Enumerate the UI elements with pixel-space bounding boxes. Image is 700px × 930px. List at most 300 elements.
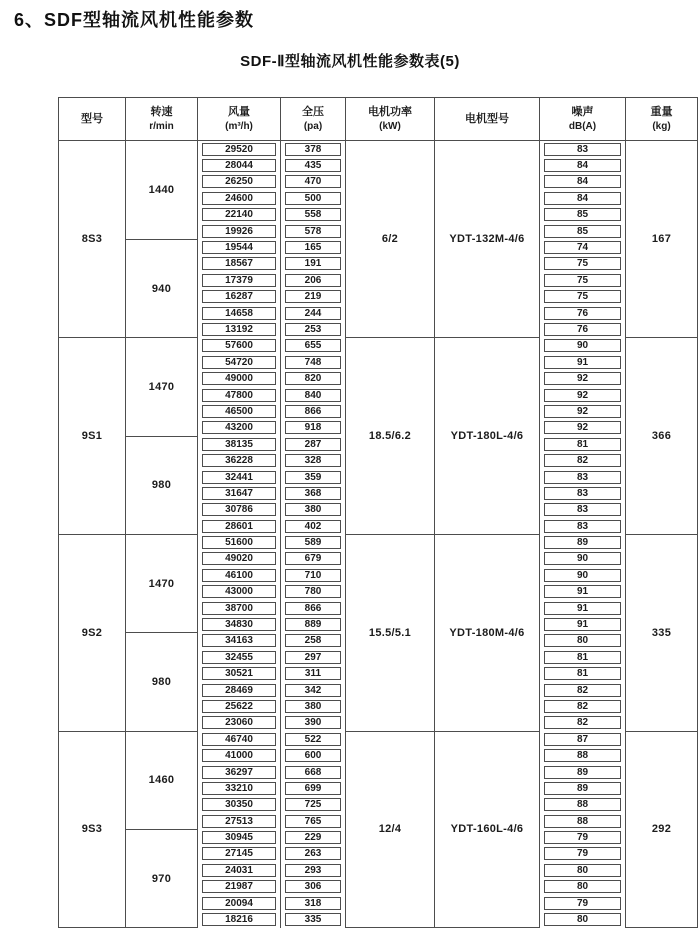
pressure-cell <box>281 813 346 829</box>
pressure-cell <box>281 354 346 370</box>
motor-cell: YDT-160L-4/6 <box>435 731 540 928</box>
pressure-value: 765 <box>285 815 341 828</box>
noise-cell <box>540 879 626 895</box>
noise-value: 80 <box>544 864 621 877</box>
pressure-cell <box>281 403 346 419</box>
table-row <box>59 141 698 158</box>
flow-cell <box>198 911 281 927</box>
flow-cell <box>198 207 281 223</box>
speed-cell: 1460 <box>126 731 198 829</box>
pressure-cell <box>281 141 346 158</box>
noise-value: 83 <box>544 487 621 500</box>
flow-cell <box>198 747 281 763</box>
pressure-value: 368 <box>285 487 341 500</box>
noise-cell <box>540 452 626 468</box>
pressure-value: 699 <box>285 782 341 795</box>
noise-cell <box>540 207 626 223</box>
col-header-model <box>59 98 126 141</box>
pressure-cell <box>281 747 346 763</box>
pressure-value: 390 <box>285 716 341 729</box>
noise-cell <box>540 141 626 158</box>
noise-cell <box>540 600 626 616</box>
flow-value: 19926 <box>202 225 276 238</box>
flow-cell <box>198 190 281 206</box>
col-header-unit: (m³/h) <box>225 120 253 132</box>
pressure-value: 470 <box>285 175 341 188</box>
flow-value: 49020 <box>202 552 276 565</box>
noise-cell <box>540 862 626 878</box>
flow-cell <box>198 239 281 255</box>
flow-cell <box>198 256 281 272</box>
model-cell: 9S1 <box>59 338 126 535</box>
pressure-value: 780 <box>285 585 341 598</box>
pressure-cell <box>281 223 346 239</box>
pressure-value: 263 <box>285 847 341 860</box>
flow-value: 57600 <box>202 339 276 352</box>
pressure-cell <box>281 584 346 600</box>
noise-cell <box>540 682 626 698</box>
motor-cell: YDT-180M-4/6 <box>435 534 540 731</box>
noise-value: 90 <box>544 339 621 352</box>
flow-cell <box>198 534 281 550</box>
pressure-value: 253 <box>285 323 341 336</box>
power-cell: 15.5/5.1 <box>346 534 435 731</box>
noise-cell <box>540 813 626 829</box>
pressure-cell <box>281 452 346 468</box>
pressure-cell <box>281 666 346 682</box>
pressure-value: 558 <box>285 208 341 221</box>
flow-value: 49000 <box>202 372 276 385</box>
noise-value: 92 <box>544 405 621 418</box>
noise-value: 83 <box>544 520 621 533</box>
pressure-cell <box>281 387 346 403</box>
noise-value: 91 <box>544 618 621 631</box>
noise-value: 83 <box>544 471 621 484</box>
flow-cell <box>198 289 281 305</box>
col-header-speed <box>126 98 198 141</box>
pressure-cell <box>281 895 346 911</box>
col-header-unit: r/min <box>149 120 174 132</box>
flow-value: 25622 <box>202 700 276 713</box>
col-header-unit: (kg) <box>652 120 671 132</box>
pressure-cell <box>281 649 346 665</box>
noise-value: 84 <box>544 159 621 172</box>
noise-cell <box>540 436 626 452</box>
flow-value: 34163 <box>202 634 276 647</box>
flow-cell <box>198 141 281 158</box>
noise-cell <box>540 731 626 747</box>
pressure-value: 578 <box>285 225 341 238</box>
noise-value: 91 <box>544 585 621 598</box>
noise-value: 81 <box>544 651 621 664</box>
pressure-cell <box>281 911 346 927</box>
noise-value: 85 <box>544 208 621 221</box>
flow-value: 27145 <box>202 847 276 860</box>
flow-cell <box>198 600 281 616</box>
pressure-cell <box>281 567 346 583</box>
pressure-value: 380 <box>285 700 341 713</box>
pressure-cell <box>281 731 346 747</box>
noise-cell <box>540 633 626 649</box>
flow-cell <box>198 846 281 862</box>
col-header-label: 电机型号 <box>465 112 509 125</box>
col-header-unit: (kW) <box>379 120 401 132</box>
noise-value: 75 <box>544 290 621 303</box>
flow-value: 20094 <box>202 897 276 910</box>
noise-cell <box>540 387 626 403</box>
pressure-cell <box>281 370 346 386</box>
flow-value: 51600 <box>202 536 276 549</box>
noise-cell <box>540 420 626 436</box>
pressure-value: 244 <box>285 307 341 320</box>
noise-cell <box>540 649 626 665</box>
pressure-value: 229 <box>285 831 341 844</box>
pressure-cell <box>281 190 346 206</box>
page-title: 6、SDF型轴流风机性能参数 <box>14 10 255 30</box>
noise-value: 91 <box>544 356 621 369</box>
flow-cell <box>198 862 281 878</box>
noise-value: 89 <box>544 782 621 795</box>
weight-cell: 167 <box>626 141 698 338</box>
noise-cell <box>540 747 626 763</box>
pressure-cell <box>281 207 346 223</box>
pressure-cell <box>281 469 346 485</box>
col-header-pressure <box>281 98 346 141</box>
flow-cell <box>198 305 281 321</box>
noise-value: 91 <box>544 602 621 615</box>
pressure-cell <box>281 698 346 714</box>
table-title: SDF-Ⅱ型轴流风机性能参数表(5) <box>240 53 460 70</box>
noise-cell <box>540 354 626 370</box>
pressure-cell <box>281 338 346 354</box>
pressure-value: 311 <box>285 667 341 680</box>
noise-value: 82 <box>544 716 621 729</box>
flow-value: 30786 <box>202 503 276 516</box>
flow-value: 32441 <box>202 471 276 484</box>
col-header-label: 重量 <box>650 105 673 118</box>
pressure-cell <box>281 600 346 616</box>
speed-cell: 1470 <box>126 338 198 436</box>
flow-cell <box>198 649 281 665</box>
flow-value: 19544 <box>202 241 276 254</box>
pressure-cell <box>281 518 346 534</box>
noise-value: 84 <box>544 175 621 188</box>
flow-value: 43200 <box>202 421 276 434</box>
flow-value: 54720 <box>202 356 276 369</box>
pressure-cell <box>281 862 346 878</box>
col-header-weight <box>626 98 698 141</box>
pressure-value: 380 <box>285 503 341 516</box>
pressure-value: 258 <box>285 634 341 647</box>
noise-value: 76 <box>544 323 621 336</box>
flow-value: 16287 <box>202 290 276 303</box>
noise-value: 75 <box>544 274 621 287</box>
pressure-value: 820 <box>285 372 341 385</box>
noise-cell <box>540 764 626 780</box>
flow-cell <box>198 157 281 173</box>
weight-cell: 335 <box>626 534 698 731</box>
noise-cell <box>540 698 626 714</box>
flow-value: 36228 <box>202 454 276 467</box>
pressure-cell <box>281 256 346 272</box>
flow-cell <box>198 895 281 911</box>
pressure-value: 655 <box>285 339 341 352</box>
model-cell: 9S2 <box>59 534 126 731</box>
motor-cell: YDT-180L-4/6 <box>435 338 540 535</box>
col-header-power <box>346 98 435 141</box>
flow-cell <box>198 797 281 813</box>
noise-value: 74 <box>544 241 621 254</box>
flow-value: 17379 <box>202 274 276 287</box>
flow-value: 23060 <box>202 716 276 729</box>
pressure-cell <box>281 157 346 173</box>
col-header-motor <box>435 98 540 141</box>
noise-value: 81 <box>544 438 621 451</box>
flow-cell <box>198 436 281 452</box>
noise-value: 79 <box>544 847 621 860</box>
col-header-unit: dB(A) <box>568 120 597 132</box>
pressure-value: 378 <box>285 143 341 156</box>
noise-value: 76 <box>544 307 621 320</box>
flow-value: 46100 <box>202 569 276 582</box>
flow-value: 38135 <box>202 438 276 451</box>
flow-value: 24600 <box>202 192 276 205</box>
pressure-value: 889 <box>285 618 341 631</box>
flow-value: 30521 <box>202 667 276 680</box>
noise-value: 92 <box>544 421 621 434</box>
flow-cell <box>198 731 281 747</box>
noise-cell <box>540 239 626 255</box>
flow-value: 46500 <box>202 405 276 418</box>
flow-cell <box>198 370 281 386</box>
power-cell: 18.5/6.2 <box>346 338 435 535</box>
pressure-value: 600 <box>285 749 341 762</box>
flow-value: 13192 <box>202 323 276 336</box>
noise-value: 81 <box>544 667 621 680</box>
pressure-cell <box>281 797 346 813</box>
noise-value: 88 <box>544 815 621 828</box>
flow-value: 30350 <box>202 798 276 811</box>
flow-cell <box>198 698 281 714</box>
noise-value: 80 <box>544 913 621 926</box>
table-header <box>59 98 698 141</box>
flow-cell <box>198 223 281 239</box>
pressure-cell <box>281 682 346 698</box>
noise-value: 75 <box>544 257 621 270</box>
noise-cell <box>540 305 626 321</box>
pressure-value: 306 <box>285 880 341 893</box>
noise-value: 82 <box>544 454 621 467</box>
noise-cell <box>540 338 626 354</box>
pressure-cell <box>281 534 346 550</box>
noise-value: 80 <box>544 634 621 647</box>
noise-value: 90 <box>544 552 621 565</box>
flow-value: 14658 <box>202 307 276 320</box>
noise-cell <box>540 223 626 239</box>
pressure-value: 866 <box>285 602 341 615</box>
noise-cell <box>540 616 626 632</box>
flow-cell <box>198 452 281 468</box>
col-header-label: 电机功率 <box>368 105 412 118</box>
noise-value: 79 <box>544 831 621 844</box>
flow-cell <box>198 567 281 583</box>
pressure-cell <box>281 289 346 305</box>
noise-value: 82 <box>544 684 621 697</box>
noise-value: 83 <box>544 503 621 516</box>
noise-cell <box>540 551 626 567</box>
pressure-cell <box>281 502 346 518</box>
noise-value: 90 <box>544 569 621 582</box>
pressure-cell <box>281 764 346 780</box>
noise-cell <box>540 403 626 419</box>
flow-cell <box>198 666 281 682</box>
pressure-value: 191 <box>285 257 341 270</box>
flow-value: 22140 <box>202 208 276 221</box>
flow-value: 28601 <box>202 520 276 533</box>
flow-cell <box>198 518 281 534</box>
flow-value: 43000 <box>202 585 276 598</box>
model-cell: 8S3 <box>59 141 126 338</box>
flow-cell <box>198 616 281 632</box>
table-row <box>59 338 698 354</box>
pressure-cell <box>281 239 346 255</box>
pressure-value: 318 <box>285 897 341 910</box>
flow-cell <box>198 682 281 698</box>
noise-cell <box>540 370 626 386</box>
noise-value: 92 <box>544 389 621 402</box>
noise-cell <box>540 289 626 305</box>
pressure-cell <box>281 633 346 649</box>
flow-cell <box>198 321 281 337</box>
col-header-label: 风量 <box>228 105 250 118</box>
pressure-cell <box>281 829 346 845</box>
pressure-value: 342 <box>285 684 341 697</box>
flow-value: 30945 <box>202 831 276 844</box>
noise-cell <box>540 829 626 845</box>
noise-cell <box>540 715 626 731</box>
flow-value: 38700 <box>202 602 276 615</box>
flow-value: 26250 <box>202 175 276 188</box>
pressure-cell <box>281 420 346 436</box>
pressure-value: 165 <box>285 241 341 254</box>
flow-value: 28469 <box>202 684 276 697</box>
flow-value: 27513 <box>202 815 276 828</box>
col-header-label: 转速 <box>150 105 173 118</box>
noise-cell <box>540 469 626 485</box>
flow-cell <box>198 584 281 600</box>
pressure-cell <box>281 305 346 321</box>
flow-cell <box>198 403 281 419</box>
flow-value: 47800 <box>202 389 276 402</box>
noise-cell <box>540 534 626 550</box>
pressure-value: 522 <box>285 733 341 746</box>
noise-value: 87 <box>544 733 621 746</box>
col-header-label: 全压 <box>302 105 324 118</box>
flow-value: 41000 <box>202 749 276 762</box>
flow-value: 28044 <box>202 159 276 172</box>
noise-value: 88 <box>544 749 621 762</box>
pressure-cell <box>281 436 346 452</box>
weight-cell: 366 <box>626 338 698 535</box>
flow-value: 36297 <box>202 766 276 779</box>
pressure-cell <box>281 846 346 862</box>
noise-cell <box>540 485 626 501</box>
noise-value: 80 <box>544 880 621 893</box>
noise-value: 85 <box>544 225 621 238</box>
pressure-value: 287 <box>285 438 341 451</box>
speed-cell: 980 <box>126 436 198 534</box>
noise-cell <box>540 502 626 518</box>
noise-value: 83 <box>544 143 621 156</box>
flow-cell <box>198 420 281 436</box>
flow-cell <box>198 829 281 845</box>
noise-cell <box>540 174 626 190</box>
flow-value: 33210 <box>202 782 276 795</box>
pressure-cell <box>281 272 346 288</box>
pressure-value: 710 <box>285 569 341 582</box>
flow-value: 21987 <box>202 880 276 893</box>
noise-cell <box>540 190 626 206</box>
flow-value: 18567 <box>202 257 276 270</box>
noise-cell <box>540 797 626 813</box>
model-cell: 9S3 <box>59 731 126 928</box>
noise-cell <box>540 846 626 862</box>
col-header-noise <box>540 98 626 141</box>
noise-cell <box>540 911 626 927</box>
pressure-value: 293 <box>285 864 341 877</box>
pressure-cell <box>281 879 346 895</box>
flow-value: 46740 <box>202 733 276 746</box>
col-header-label: 噪声 <box>571 105 594 118</box>
noise-value: 79 <box>544 897 621 910</box>
noise-cell <box>540 321 626 337</box>
noise-cell <box>540 567 626 583</box>
speed-cell: 1440 <box>126 141 198 240</box>
pressure-value: 359 <box>285 471 341 484</box>
flow-cell <box>198 354 281 370</box>
noise-value: 84 <box>544 192 621 205</box>
pressure-cell <box>281 715 346 731</box>
flow-cell <box>198 272 281 288</box>
flow-cell <box>198 551 281 567</box>
col-header-unit: (pa) <box>303 120 323 132</box>
flow-value: 32455 <box>202 651 276 664</box>
pressure-value: 328 <box>285 454 341 467</box>
power-cell: 6/2 <box>346 141 435 338</box>
noise-cell <box>540 256 626 272</box>
noise-cell <box>540 157 626 173</box>
flow-value: 24031 <box>202 864 276 877</box>
flow-cell <box>198 174 281 190</box>
noise-value: 89 <box>544 766 621 779</box>
flow-value: 31647 <box>202 487 276 500</box>
pressure-value: 219 <box>285 290 341 303</box>
pressure-value: 589 <box>285 536 341 549</box>
noise-value: 88 <box>544 798 621 811</box>
flow-cell <box>198 715 281 731</box>
pressure-value: 335 <box>285 913 341 926</box>
pressure-cell <box>281 616 346 632</box>
pressure-value: 668 <box>285 766 341 779</box>
speed-cell: 980 <box>126 633 198 731</box>
flow-cell <box>198 813 281 829</box>
weight-cell: 292 <box>626 731 698 928</box>
pressure-value: 435 <box>285 159 341 172</box>
flow-cell <box>198 502 281 518</box>
flow-cell <box>198 485 281 501</box>
noise-cell <box>540 895 626 911</box>
flow-value: 18216 <box>202 913 276 926</box>
